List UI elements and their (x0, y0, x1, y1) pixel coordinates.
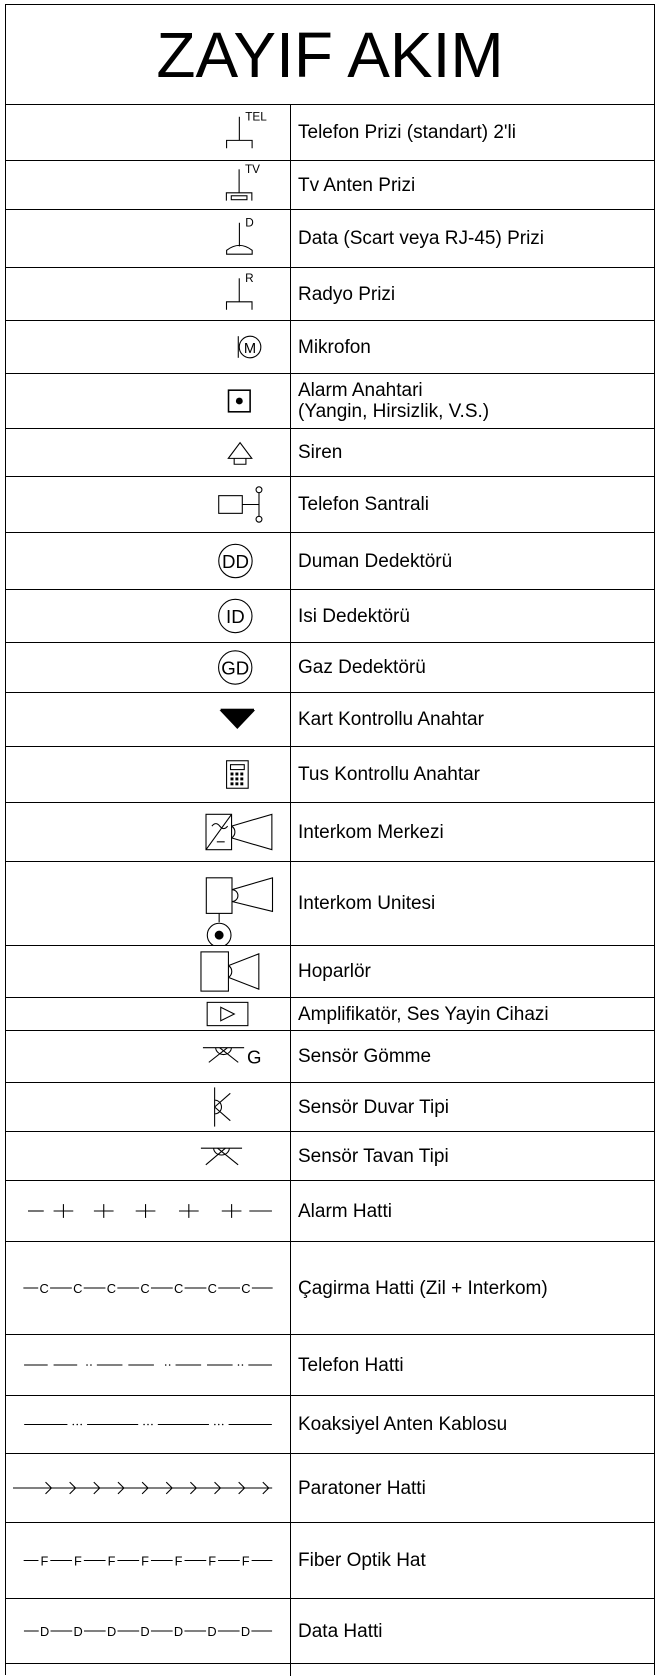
coaxial-cable-icon (6, 1396, 291, 1453)
heat-detector-icon (6, 590, 291, 642)
legend-row-alarmhat (6, 1181, 654, 1242)
detector-tag: DD (221, 550, 249, 572)
legend-label-text: Duman Dedektörü (298, 550, 453, 572)
intercom-center-icon (6, 803, 291, 861)
legend-label-text-line2: (Yangin, Hirsizlik, V.S.) (298, 401, 490, 422)
line-mark: D (207, 1623, 217, 1639)
legend-label-text: Tus Kontrollu Anahtar (298, 764, 481, 785)
lightning-rod-line-icon (6, 1454, 291, 1522)
recessed-sensor-icon (6, 1031, 291, 1082)
data-line-icon (6, 1599, 291, 1663)
keypad-switch-icon (6, 747, 291, 802)
legend-label (298, 533, 650, 589)
legend-row-gaz (6, 643, 654, 693)
legend-label (298, 429, 650, 476)
legend-label-text: Çagirma Hatti (Zil + Interkom) (298, 1277, 548, 1299)
socket-tag: TV (244, 163, 261, 177)
legend-label-text: Telefon Hatti (298, 1354, 404, 1376)
line-mark: D (140, 1623, 150, 1639)
line-mark: C (106, 1280, 117, 1296)
legend-label-text: Sensör Gömme (298, 1046, 432, 1067)
legend-label (298, 998, 650, 1030)
legend-row-sduvar (6, 1083, 654, 1132)
legend-label (298, 1523, 650, 1598)
legend-label (298, 1181, 650, 1241)
wall-sensor-icon (6, 1083, 291, 1131)
line-mark: F (40, 1553, 49, 1569)
line-mark: F (241, 1553, 250, 1569)
legend-label-text: Interkom Unitesi (298, 893, 436, 914)
legend-label (298, 1599, 650, 1663)
amplifier-icon (6, 998, 291, 1030)
legend-row-santral (6, 477, 654, 533)
line-mark: F (174, 1553, 183, 1569)
socket-tag: R (245, 272, 254, 286)
line-mark: F (107, 1553, 116, 1569)
legend-row-mikrofon (6, 321, 654, 374)
legend-label (298, 693, 650, 746)
legend-row-sgomme (6, 1031, 654, 1083)
legend-label (298, 1242, 650, 1334)
legend-row-cagirma (6, 1242, 654, 1335)
legend-label (298, 321, 650, 373)
line-mark: F (208, 1553, 217, 1569)
ceiling-sensor-icon (6, 1132, 291, 1180)
legend-row-alarm (6, 374, 654, 429)
legend-row-koaks (6, 1396, 654, 1454)
legend-label-text: Kart Kontrollu Anahtar (298, 709, 484, 730)
legend-row-data (6, 210, 654, 268)
line-mark: C (73, 1280, 83, 1296)
legend-label (298, 1031, 650, 1082)
legend-row-tv (6, 161, 654, 210)
line-mark: D (173, 1623, 184, 1639)
legend-label-text: Isi Dedektörü (298, 605, 410, 627)
legend-label (298, 1132, 650, 1180)
intercom-unit-icon (6, 862, 291, 945)
legend-label-text: Siren (298, 442, 343, 463)
legend-label (298, 161, 650, 209)
line-mark: C (207, 1280, 217, 1296)
telephone-line-icon (6, 1335, 291, 1395)
legend-label-text: Tv Anten Prizi (298, 174, 416, 196)
line-mark: D (39, 1623, 50, 1639)
symbol-legend-table (5, 4, 655, 1675)
legend-row-duman (6, 533, 654, 590)
legend-label-text: Telefon Santrali (298, 494, 429, 515)
socket-tag: TEL (245, 110, 267, 124)
legend-label-text: Hoparlör (298, 961, 371, 982)
data-socket-icon (6, 210, 291, 267)
legend-label (298, 268, 650, 320)
microphone-icon (6, 321, 291, 373)
socket-tag: D (245, 216, 254, 230)
legend-label (298, 1664, 650, 1676)
legend-label (298, 1083, 650, 1131)
legend-row-radyo (6, 268, 654, 321)
legend-label-text: Telefon Prizi (standart) 2'li (298, 122, 516, 143)
legend-label (298, 1396, 650, 1453)
legend-label-text: Fiber Optik Hat (298, 1550, 426, 1571)
gas-detector-icon (6, 643, 291, 692)
legend-row-tus (6, 747, 654, 803)
legend-row-datahat (6, 1599, 654, 1664)
legend-label-text: Data Hatti (298, 1620, 383, 1642)
legend-row-telhat (6, 1335, 654, 1396)
line-mark: C (174, 1280, 184, 1296)
legend-label-text: Interkom Merkezi (298, 821, 444, 843)
legend-label (298, 747, 650, 802)
line-mark: C (241, 1280, 251, 1296)
legend-label (298, 946, 650, 997)
legend-label (298, 105, 650, 160)
telephone-exchange-icon (6, 477, 291, 532)
legend-label-text: Data (Scart veya RJ-45) Prizi (298, 228, 545, 249)
line-mark: D (240, 1623, 251, 1639)
legend-label (298, 477, 650, 532)
legend-label-text: Paratoner Hatti (298, 1477, 426, 1499)
legend-label (298, 803, 650, 861)
legend-row-fiber (6, 1523, 654, 1599)
legend-label (298, 1335, 650, 1395)
microphone-tag: M (243, 340, 257, 357)
legend-row-intunite (6, 862, 654, 946)
line-mark: C (39, 1280, 49, 1296)
sensor-tag: G (247, 1046, 262, 1068)
line-mark: D (106, 1623, 117, 1639)
smoke-detector-icon (6, 533, 291, 589)
legend-row-stavan (6, 1132, 654, 1181)
fiber-optic-line-icon (6, 1523, 291, 1598)
legend-label (298, 1454, 650, 1522)
call-line-icon (6, 1242, 291, 1334)
detector-tag: ID (226, 605, 245, 627)
line-mark: F (141, 1553, 149, 1569)
speaker-icon (6, 946, 291, 997)
legend-label-text: Gaz Dedektörü (298, 657, 426, 678)
legend-label-text: Sensör Duvar Tipi (298, 1096, 450, 1118)
legend-label-text: Koaksiyel Anten Kablosu (298, 1414, 508, 1435)
legend-label (298, 590, 650, 642)
alarm-switch-icon (6, 374, 291, 428)
legend-row-empty (6, 1664, 654, 1676)
legend-row-siren (6, 429, 654, 477)
legend-row-kart (6, 693, 654, 747)
legend-row-paraton (6, 1454, 654, 1523)
legend-label-text: Alarm Anahtari (298, 380, 423, 401)
siren-icon (6, 429, 291, 476)
legend-row-hoparlor (6, 946, 654, 998)
legend-row-isi (6, 590, 654, 643)
legend-label-text: Alarm Hatti (298, 1200, 392, 1222)
legend-label-text: Sensör Tavan Tipi (298, 1145, 449, 1167)
telephone-socket-icon (6, 105, 291, 160)
legend-label-text: Amplifikatör, Ses Yayin Cihazi (298, 1003, 549, 1025)
legend-row-tel (6, 105, 654, 161)
legend-label (298, 210, 650, 267)
radio-socket-icon (6, 268, 291, 320)
legend-row-amp (6, 998, 654, 1031)
legend-row-intmerkez (6, 803, 654, 862)
line-mark: D (73, 1623, 83, 1639)
page-title: ZAYIF AKIM (6, 5, 654, 105)
legend-label (298, 643, 650, 692)
alarm-line-icon (6, 1181, 291, 1241)
legend-label-text: Mikrofon (298, 336, 371, 358)
legend-label (298, 862, 650, 945)
line-mark: C (140, 1280, 150, 1296)
tv-antenna-socket-icon (6, 161, 291, 209)
legend-label-text: Radyo Prizi (298, 283, 396, 305)
card-switch-icon (6, 693, 291, 746)
legend-label (298, 374, 650, 428)
symbol-cell (6, 1664, 291, 1676)
line-mark: F (74, 1553, 82, 1569)
detector-tag: GD (221, 657, 250, 679)
